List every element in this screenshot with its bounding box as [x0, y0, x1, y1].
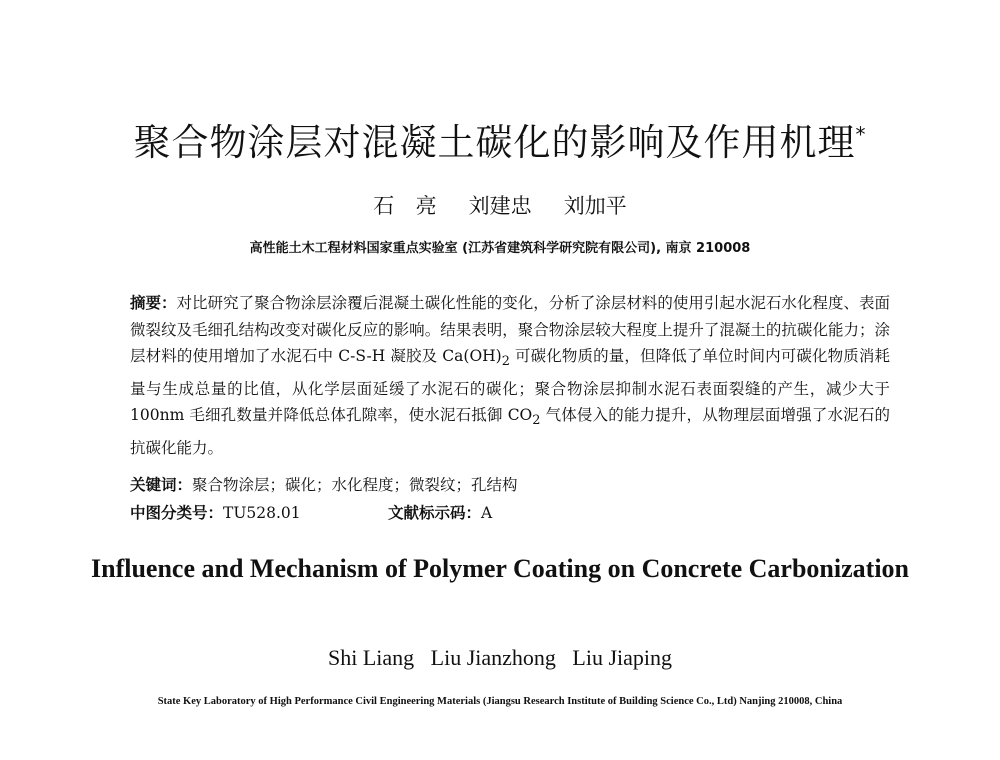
chinese-authors: 石 亮 刘建忠 刘加平 — [373, 194, 627, 218]
document-code-value: A — [481, 504, 493, 522]
classification-line — [130, 500, 890, 526]
chinese-abstract — [130, 290, 890, 461]
chinese-affiliation: 高性能土木工程材料国家重点实验室 (江苏省建筑科学研究院有限公司), 南京 210008 — [249, 241, 751, 256]
clc-label: 中图分类号： — [130, 504, 224, 522]
clc-value: TU528.01 — [223, 504, 301, 522]
keywords-line — [130, 472, 890, 498]
english-affiliation: State Key Laboratory of High Performance Civil Engineering Materials (Jiangsu Research Institute of Building Science Co., Ltd) Nanjing 210008, China — [157, 696, 843, 707]
english-title: Influence and Mechanism of Polymer Coating on Concrete Carbonization — [91, 554, 909, 583]
clc-number — [130, 500, 388, 526]
keywords-label: 关键词： — [130, 476, 193, 494]
chinese-title — [0, 112, 1000, 166]
abstract-label: 摘要： — [130, 294, 177, 312]
abstract-text-part-3: 气体侵入的能力提升，从物理层面增强了水泥石的抗碳化能力。 — [130, 406, 890, 457]
abstract-text-part-2: 可碳化物质的量，但降低了单位时间内可碳化物质消耗量与生成总量的比值，从化学层面延缓了水泥石的碳化；聚合物涂层抑制水泥石表面裂缝的产生，减少大于 100nm 毛细孔数量并降低总体孔隙率，使水泥石抵御 CO — [130, 347, 890, 425]
chinese-title-text: 聚合物涂层对混凝土碳化的影响及作用机理 — [133, 121, 856, 164]
english-authors: Shi Liang Liu Jianzhong Liu Jiaping — [327, 645, 673, 670]
abstract-subscript-1: 2 — [501, 354, 510, 370]
abstract-subscript-2: 2 — [532, 413, 541, 429]
document-code — [388, 500, 492, 526]
title-footnote-mark: * — [855, 122, 867, 147]
document-code-label: 文献标示码： — [388, 504, 482, 522]
abstract-text-part-1: 对比研究了聚合物涂层涂覆后混凝土碳化性能的变化，分析了涂层材料的使用引起水泥石水化程度、表面微裂纹及毛细孔结构改变对碳化反应的影响。结果表明，聚合物涂层较大程度上提升了混凝土的抗碳化能力；涂层材料的使用增加了水泥石中 C-S-H 凝胶及 Ca(OH) — [130, 294, 890, 365]
keywords-text: 聚合物涂层；碳化；水化程度；微裂纹；孔结构 — [192, 476, 518, 494]
